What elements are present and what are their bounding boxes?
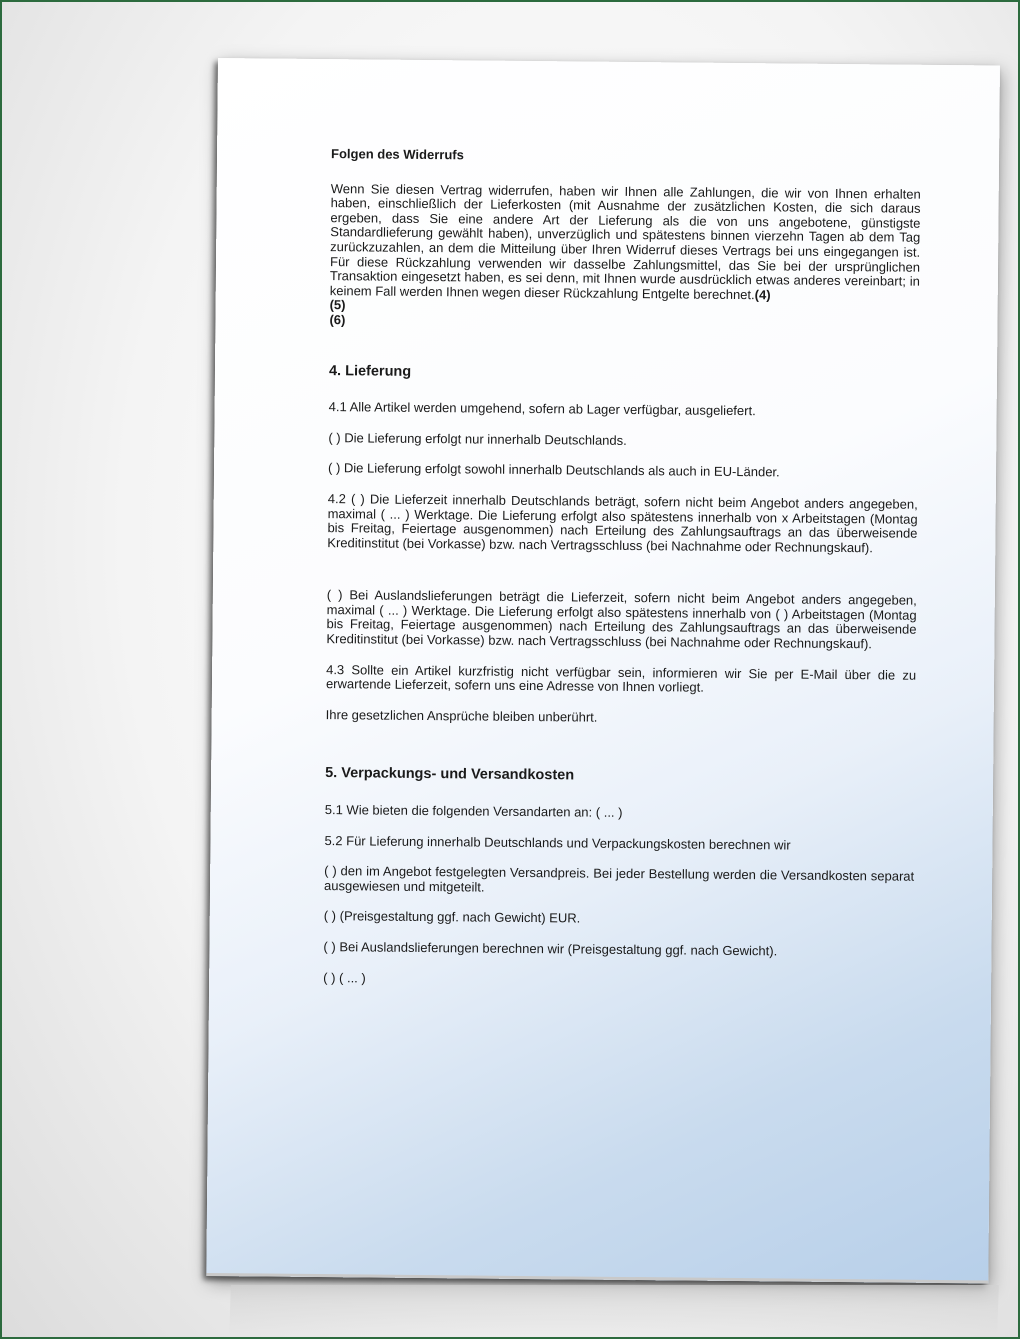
paragraph-delivery-4-1: 4.1 Alle Artikel werden umgehend, sofern ab Lager verfügbar, ausgeliefert.	[328, 399, 756, 419]
heading-shipping-costs: 5. Verpackungs- und Versandkosten	[325, 765, 575, 784]
paragraph-statutory-rights: Ihre gesetzlichen Ansprüche bleiben unberührt.	[325, 706, 598, 725]
withdrawal-refund-text: Wenn Sie diesen Vertrag widerrufen, haben wir Ihnen alle Zahlungen, die wir von Ihnen erhalten haben, einschließlich der Lieferkosten (mit Ausnahme der zusätzlichen Kosten, die sich daraus ergeben, dass Sie eine andere Art der Lieferung als die von uns angebotene, günstigste Standardlieferung gewählt haben), unverzüglich und spätestens binnen vierzehn Tagen ab dem Tag zurückzuzahlen, an dem die Mitteilung über Ihren Widerruf dieses Vertrags bei uns eingegangen ist. Für diese Rückzahlung verwenden wir dasselbe Zahlungsmittel, das Sie bei der ursprünglichen Transaktion eingesetzt haben, es sei denn, mit Ihnen wurde ausdrücklich etwas anderes vereinbart; in keinem Fall werden Ihnen wegen dieser Rückzahlung Entgelte berechnet.	[329, 180, 921, 302]
footnote-5: (5)	[329, 297, 346, 313]
option-shipping-offer-price: ( ) den im Angebot festgelegten Versandpreis. Bei jeder Bestellung werden die Versandkosten separat ausgewiesen und mitgeteilt.	[323, 863, 915, 895]
option-shipping-other: ( ) ( ... )	[323, 969, 366, 986]
document-content	[323, 147, 921, 1007]
footnote-6: (6)	[329, 312, 346, 328]
footnote-4: (4)	[754, 286, 771, 303]
option-shipping-price-eur: ( ) (Preisgestaltung ggf. nach Gewicht) EUR.	[323, 908, 581, 926]
heading-withdrawal-consequences: Folgen des Widerrufs	[331, 146, 464, 163]
option-shipping-abroad: ( ) Bei Auslandslieferungen berechnen wir (Preisgestaltung ggf. nach Gewicht).	[323, 939, 778, 959]
page-reflection	[229, 1285, 999, 1335]
paragraph-delivery-4-2: 4.2 ( ) Die Lieferzeit innerhalb Deutschlands beträgt, sofern nicht beim Angebot anders angegeben, maximal ( ... ) Werktage. Die Lieferung erfolgt also spätestens innerhalb von x Arbeitstagen (Montag bis Freitag, Feiertage ausgenommen) nach Erteilung des Zahlungsauftrags an das überweisende Kreditinstitut (bei Vorkasse) bzw. nach Vertragsschluss (bei Nachnahme oder Rechnungskauf).	[327, 490, 918, 555]
option-delivery-germany-only: ( ) Die Lieferung erfolgt nur innerhalb Deutschlands.	[328, 429, 627, 448]
heading-delivery: 4. Lieferung	[328, 362, 412, 380]
paragraph-shipping-5-1: 5.1 Wie bieten die folgenden Versandarten an: ( ... )	[324, 802, 623, 820]
document-page	[206, 58, 1000, 1283]
paragraph-shipping-5-2: 5.2 Für Lieferung innerhalb Deutschlands und Verpackungskosten berechnen wir	[324, 832, 791, 853]
paragraph-delivery-abroad: ( ) Bei Auslandslieferungen beträgt die Lieferzeit, sofern nicht beim Angebot anders angegeben, maximal ( ... ) Werktage. Die Lieferung erfolgt also spätestens innerhalb von ( ) Arbeitstagen (Montag bis Freitag, Feiertage ausgenommen) nach Erteilung des Zahlungsauftrags an das überweisende Kreditinstitut (bei Vorkasse) bzw. nach Vertragsschluss (bei Nachnahme oder Rechnungskauf).	[326, 587, 917, 652]
paragraph-delivery-4-3: 4.3 Sollte ein Artikel kurzfristig nicht verfügbar sein, informieren wir Sie per E-Mail über die zu erwartende Lieferzeit, sofern uns eine Adresse von Ihnen vorliegt.	[325, 661, 917, 695]
option-delivery-germany-eu: ( ) Die Lieferung erfolgt sowohl innerhalb Deutschlands als auch in EU-Länder.	[327, 460, 780, 480]
paragraph-withdrawal-refund	[330, 182, 921, 304]
